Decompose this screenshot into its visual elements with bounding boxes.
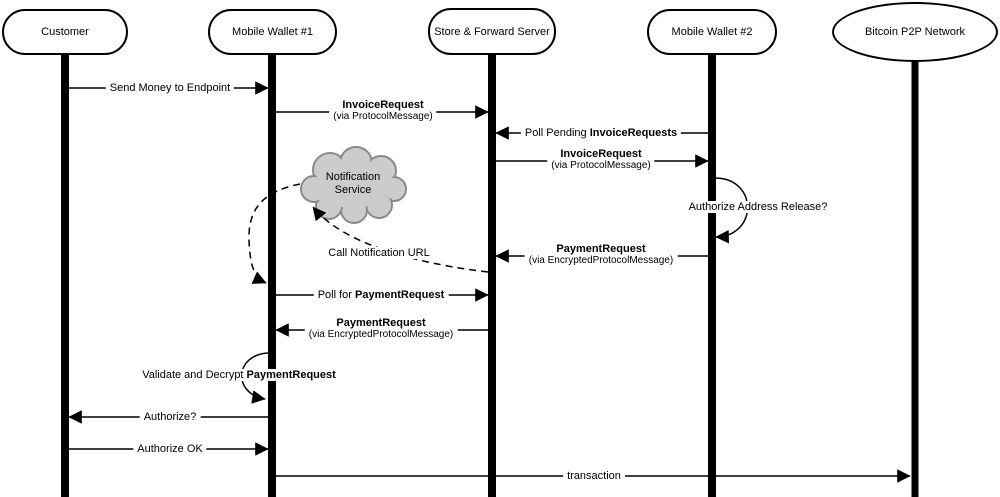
message-label-poll-for-paymentrequest bbox=[314, 289, 449, 301]
message-label-paymentrequest-2 bbox=[305, 317, 458, 341]
actor-label-mobile-wallet-1: Mobile Wallet #1 bbox=[232, 26, 313, 38]
message-text-sub: (via EncryptedProtocolMessage) bbox=[528, 255, 674, 266]
message-text: Poll for bbox=[317, 289, 356, 301]
lifeline-bitcoin-p2p-network bbox=[912, 61, 919, 497]
message-text-sub: (via ProtocolMessage) bbox=[333, 111, 433, 122]
message-text: Validate and Decrypt bbox=[142, 369, 247, 381]
message-label-poll-pending bbox=[521, 127, 681, 139]
lifeline-store-forward-server bbox=[488, 55, 496, 497]
notification-service-label bbox=[326, 171, 380, 197]
message-text-bold: PaymentRequest bbox=[246, 369, 336, 381]
message-label-paymentrequest-1 bbox=[525, 243, 678, 267]
message-text-bold: PaymentRequest bbox=[336, 317, 426, 329]
actor-head-store-forward-server bbox=[428, 8, 556, 55]
message-text: Authorize? bbox=[143, 411, 197, 423]
message-text: transaction bbox=[567, 470, 621, 482]
message-text-bold: PaymentRequest bbox=[355, 289, 445, 301]
message-label-invoicerequest-1 bbox=[329, 99, 436, 123]
message-text: Authorize Address Release? bbox=[688, 201, 828, 213]
notification-service-label-line2: Service bbox=[334, 184, 372, 196]
message-text-bold: PaymentRequest bbox=[556, 243, 646, 255]
lifeline-mobile-wallet-1 bbox=[268, 55, 276, 497]
message-text: Send Money to Endpoint bbox=[109, 82, 231, 94]
message-label-authorize-address-release bbox=[685, 201, 832, 213]
actor-head-mobile-wallet-1 bbox=[208, 9, 337, 55]
lifeline-mobile-wallet-2 bbox=[708, 54, 716, 497]
actor-label-customer: Customer bbox=[41, 26, 89, 38]
message-text: Poll Pending bbox=[524, 127, 590, 139]
message-text: Call Notification URL bbox=[328, 247, 430, 259]
actor-label-store-forward-server: Store & Forward Server bbox=[434, 25, 550, 38]
actor-head-mobile-wallet-2 bbox=[647, 9, 777, 55]
message-label-invoicerequest-2 bbox=[547, 148, 654, 172]
actor-head-bitcoin-p2p-network bbox=[832, 2, 998, 62]
actor-label-mobile-wallet-2: Mobile Wallet #2 bbox=[671, 26, 753, 38]
message-label-validate-decrypt bbox=[138, 369, 340, 381]
message-text-sub: (via EncryptedProtocolMessage) bbox=[308, 329, 454, 340]
message-text-bold: InvoiceRequest bbox=[560, 148, 642, 160]
lifeline-customer bbox=[61, 55, 69, 497]
message-text-bold: InvoiceRequest bbox=[342, 99, 424, 111]
actor-head-customer bbox=[2, 9, 128, 55]
message-label-authorize-ok bbox=[133, 443, 206, 455]
notification-service-label-line1: Notification bbox=[325, 171, 381, 183]
message-label-authorize-question bbox=[140, 411, 201, 423]
message-label-transaction bbox=[563, 470, 625, 482]
message-text: Authorize OK bbox=[137, 443, 203, 455]
message-label-send-money bbox=[106, 82, 234, 94]
message-text-sub: (via ProtocolMessage) bbox=[551, 160, 651, 171]
message-label-call-notification-url bbox=[324, 247, 433, 259]
message-text-bold: InvoiceRequests bbox=[589, 127, 678, 139]
actor-label-bitcoin-p2p-network: Bitcoin P2P Network bbox=[864, 26, 966, 38]
arrow-call-notification-url-dashed bbox=[313, 207, 488, 272]
